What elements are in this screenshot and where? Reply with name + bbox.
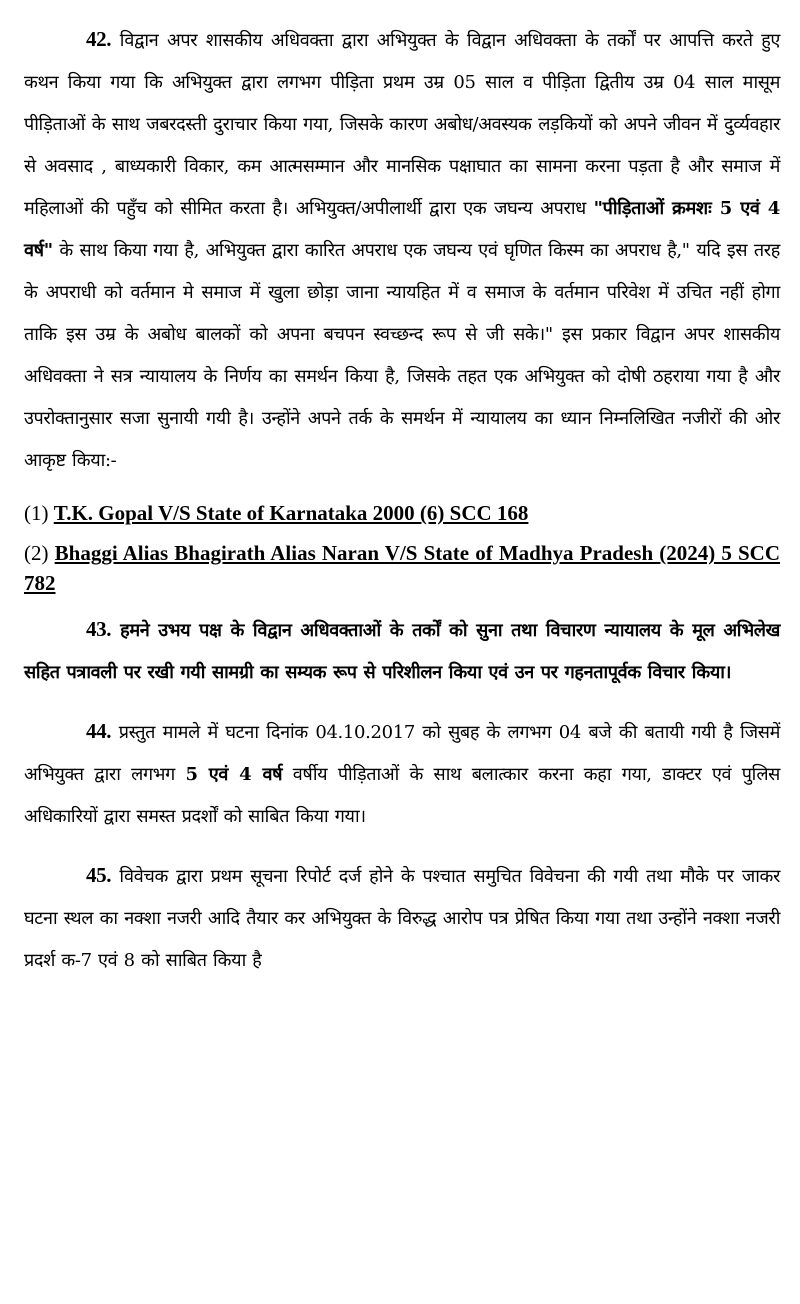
citation-2 [24,538,780,598]
judgment-page [24,18,780,982]
citation-label: (1) [24,501,49,525]
paragraph-44 [24,710,780,838]
paragraph-number: 43. [86,617,112,641]
paragraph-number: 42. [86,27,112,51]
citation-1 [24,498,780,528]
paragraph-text: विवेचक द्वारा प्रथम सूचना रिपोर्ट दर्ज होने के पश्चात समुचित विवेचना की गयी तथा मौके पर जाकर घटना स्थल का नक्शा नजरी आदि तैयार कर अभियुक्त के विरुद्ध आरोप पत्र प्रेषित किया गया तथा उन्होंने नक्शा नजरी प्रदर्श क-7 एवं 8 को साबित किया है [24,866,781,971]
paragraph-42 [24,18,780,482]
victims-age-emphasis: "पीड़िताओं क्रमशः 5 एवं 4 वर्ष" [24,198,780,261]
paragraph-number: 45. [86,863,112,887]
citation-label: (2) [24,541,49,565]
paragraph-45 [24,854,780,982]
paragraph-text: प्रस्तुत मामले में घटना दिनांक 04.10.2017 को सुबह के लगभग 04 बजे की बतायी गयी है जिसमें अभियुक्त द्वारा लगभग [24,722,780,785]
paragraph-text: के साथ किया गया है, अभियुक्त द्वारा कारित अपराध एक जघन्य एवं घृणित किस्म का अपराध है," यदि इस तरह के अपराधी को वर्तमान मे समाज में खुला छोड़ा जाना न्यायहित में व समाज के वर्तमान परिवेश में उचित नहीं होगा ताकि इस उम्र के अबोध बालकों को अपना बचपन स्वच्छन्द रूप से जी सके।" इस प्रकार विद्वान अपर शासकीय अधिवक्ता ने सत्र न्यायालय के निर्णय का समर्थन किया है, जिसके तहत एक अभियुक्त को दोषी ठहराया गया है और उपरोक्तानुसार सजा सुनायी गयी है। उन्होंने अपने तर्क के समर्थन में न्यायालय का ध्यान निम्नलिखित नजीरों की ओर आकृष्ट किया:- [24,240,780,471]
paragraph-number: 44. [86,719,112,743]
paragraph-text: विद्वान अपर शासकीय अधिवक्ता द्वारा अभियुक्त के विद्वान अधिवक्ता के तर्कों पर आपत्ति करते हुए कथन किया गया कि अभियुक्त द्वारा लगभग पीड़िता प्रथम उम्र 05 साल व पीड़िता द्वितीय उम्र 04 साल मासूम पीड़िताओं के साथ जबरदस्ती दुराचार किया गया, जिसके कारण अबोध/अवस्यक लड़कियों को अपने जीवन में दुर्व्यवहार से अवसाद , बाध्यकारी विकार, कम आत्मसम्मान और मानसिक पक्षाघात का सामना करना पड़ता है और समाज में महिलाओं की पहुँच को सीमित करता है। अभियुक्त/अपीलार्थी द्वारा एक जघन्य अपराध [24,30,781,219]
paragraph-text: हमने उभय पक्ष के विद्वान अधिवक्ताओं के तर्कों को सुना तथा विचारण न्यायालय के मूल अभिलेख सहित पत्रावली पर रखी गयी सामग्री का सम्यक रूप से परिशीलन किया एवं उन पर गहनतापूर्वक विचार किया। [24,620,780,683]
paragraph-43 [24,608,780,694]
citation-reference: Bhaggi Alias Bhagirath Alias Naran V/S State of Madhya Pradesh (2024) 5 SCC 782 [24,541,781,595]
victims-age-emphasis: 5 एवं 4 वर्ष [185,764,283,785]
citation-reference: T.K. Gopal V/S State of Karnataka 2000 (6) SCC 168 [53,501,529,525]
paragraph-text: वर्षीय पीड़िताओं के साथ बलात्कार करना कहा गया, डाक्टर एवं पुलिस अधिकारियों द्वारा समस्त प्रदर्शों को साबित किया गया। [24,764,780,827]
